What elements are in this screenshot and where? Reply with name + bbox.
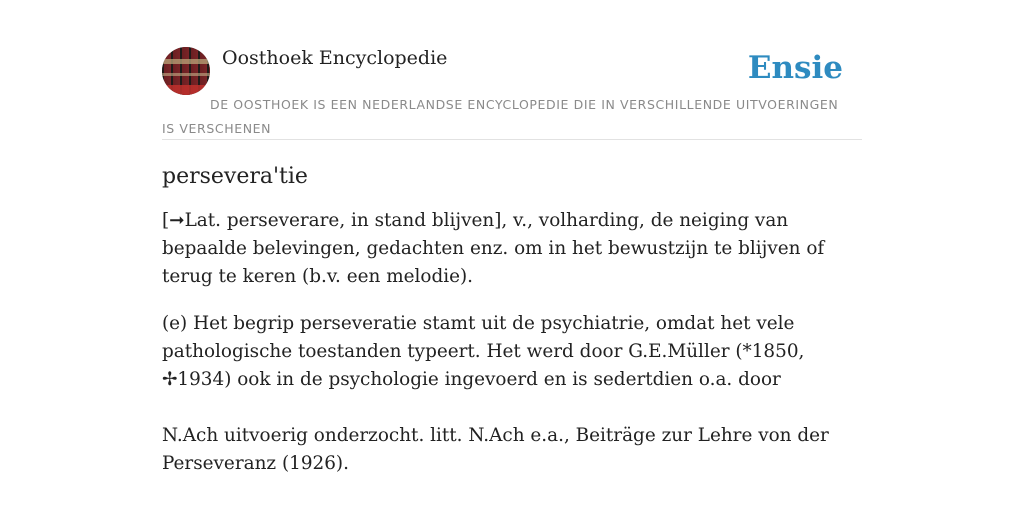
site-name[interactable]: Oosthoek Encyclopedie bbox=[222, 47, 448, 69]
brand-logo[interactable]: Ensie bbox=[747, 50, 843, 86]
encyclopedia-books-avatar[interactable] bbox=[162, 47, 210, 95]
article-paragraph: [➞Lat. perseverare, in stand blijven], v., volharding, de neiging van bepaalde belevingen, gedachten enz. om in het bewustzijn te blijven of terug te keren (b.v. een melodie). bbox=[162, 210, 825, 287]
article-title: persevera'tie bbox=[162, 164, 308, 189]
article-paragraph: N.Ach uitvoerig onderzocht. litt. N.Ach e.a., Beiträge zur Lehre von der Perseveranz (1926). bbox=[162, 425, 829, 474]
page-container bbox=[162, 44, 862, 478]
site-tagline: DE OOSTHOEK IS EEN NEDERLANDSE ENCYCLOPEDIE DIE IN VERSCHILLENDE UITVOERINGEN IS VERSCHENEN bbox=[162, 97, 839, 136]
spine-band bbox=[162, 59, 210, 64]
article-paragraph: (e) Het begrip perseveratie stamt uit de psychiatrie, omdat het vele pathologische toestanden typeert. Het werd door G.E.Müller (*1850, ✢1934) ook in de psychologie ingevoerd en is sedertdien o.a. door bbox=[162, 313, 805, 390]
spine-band bbox=[162, 73, 210, 76]
site-header bbox=[162, 44, 862, 140]
